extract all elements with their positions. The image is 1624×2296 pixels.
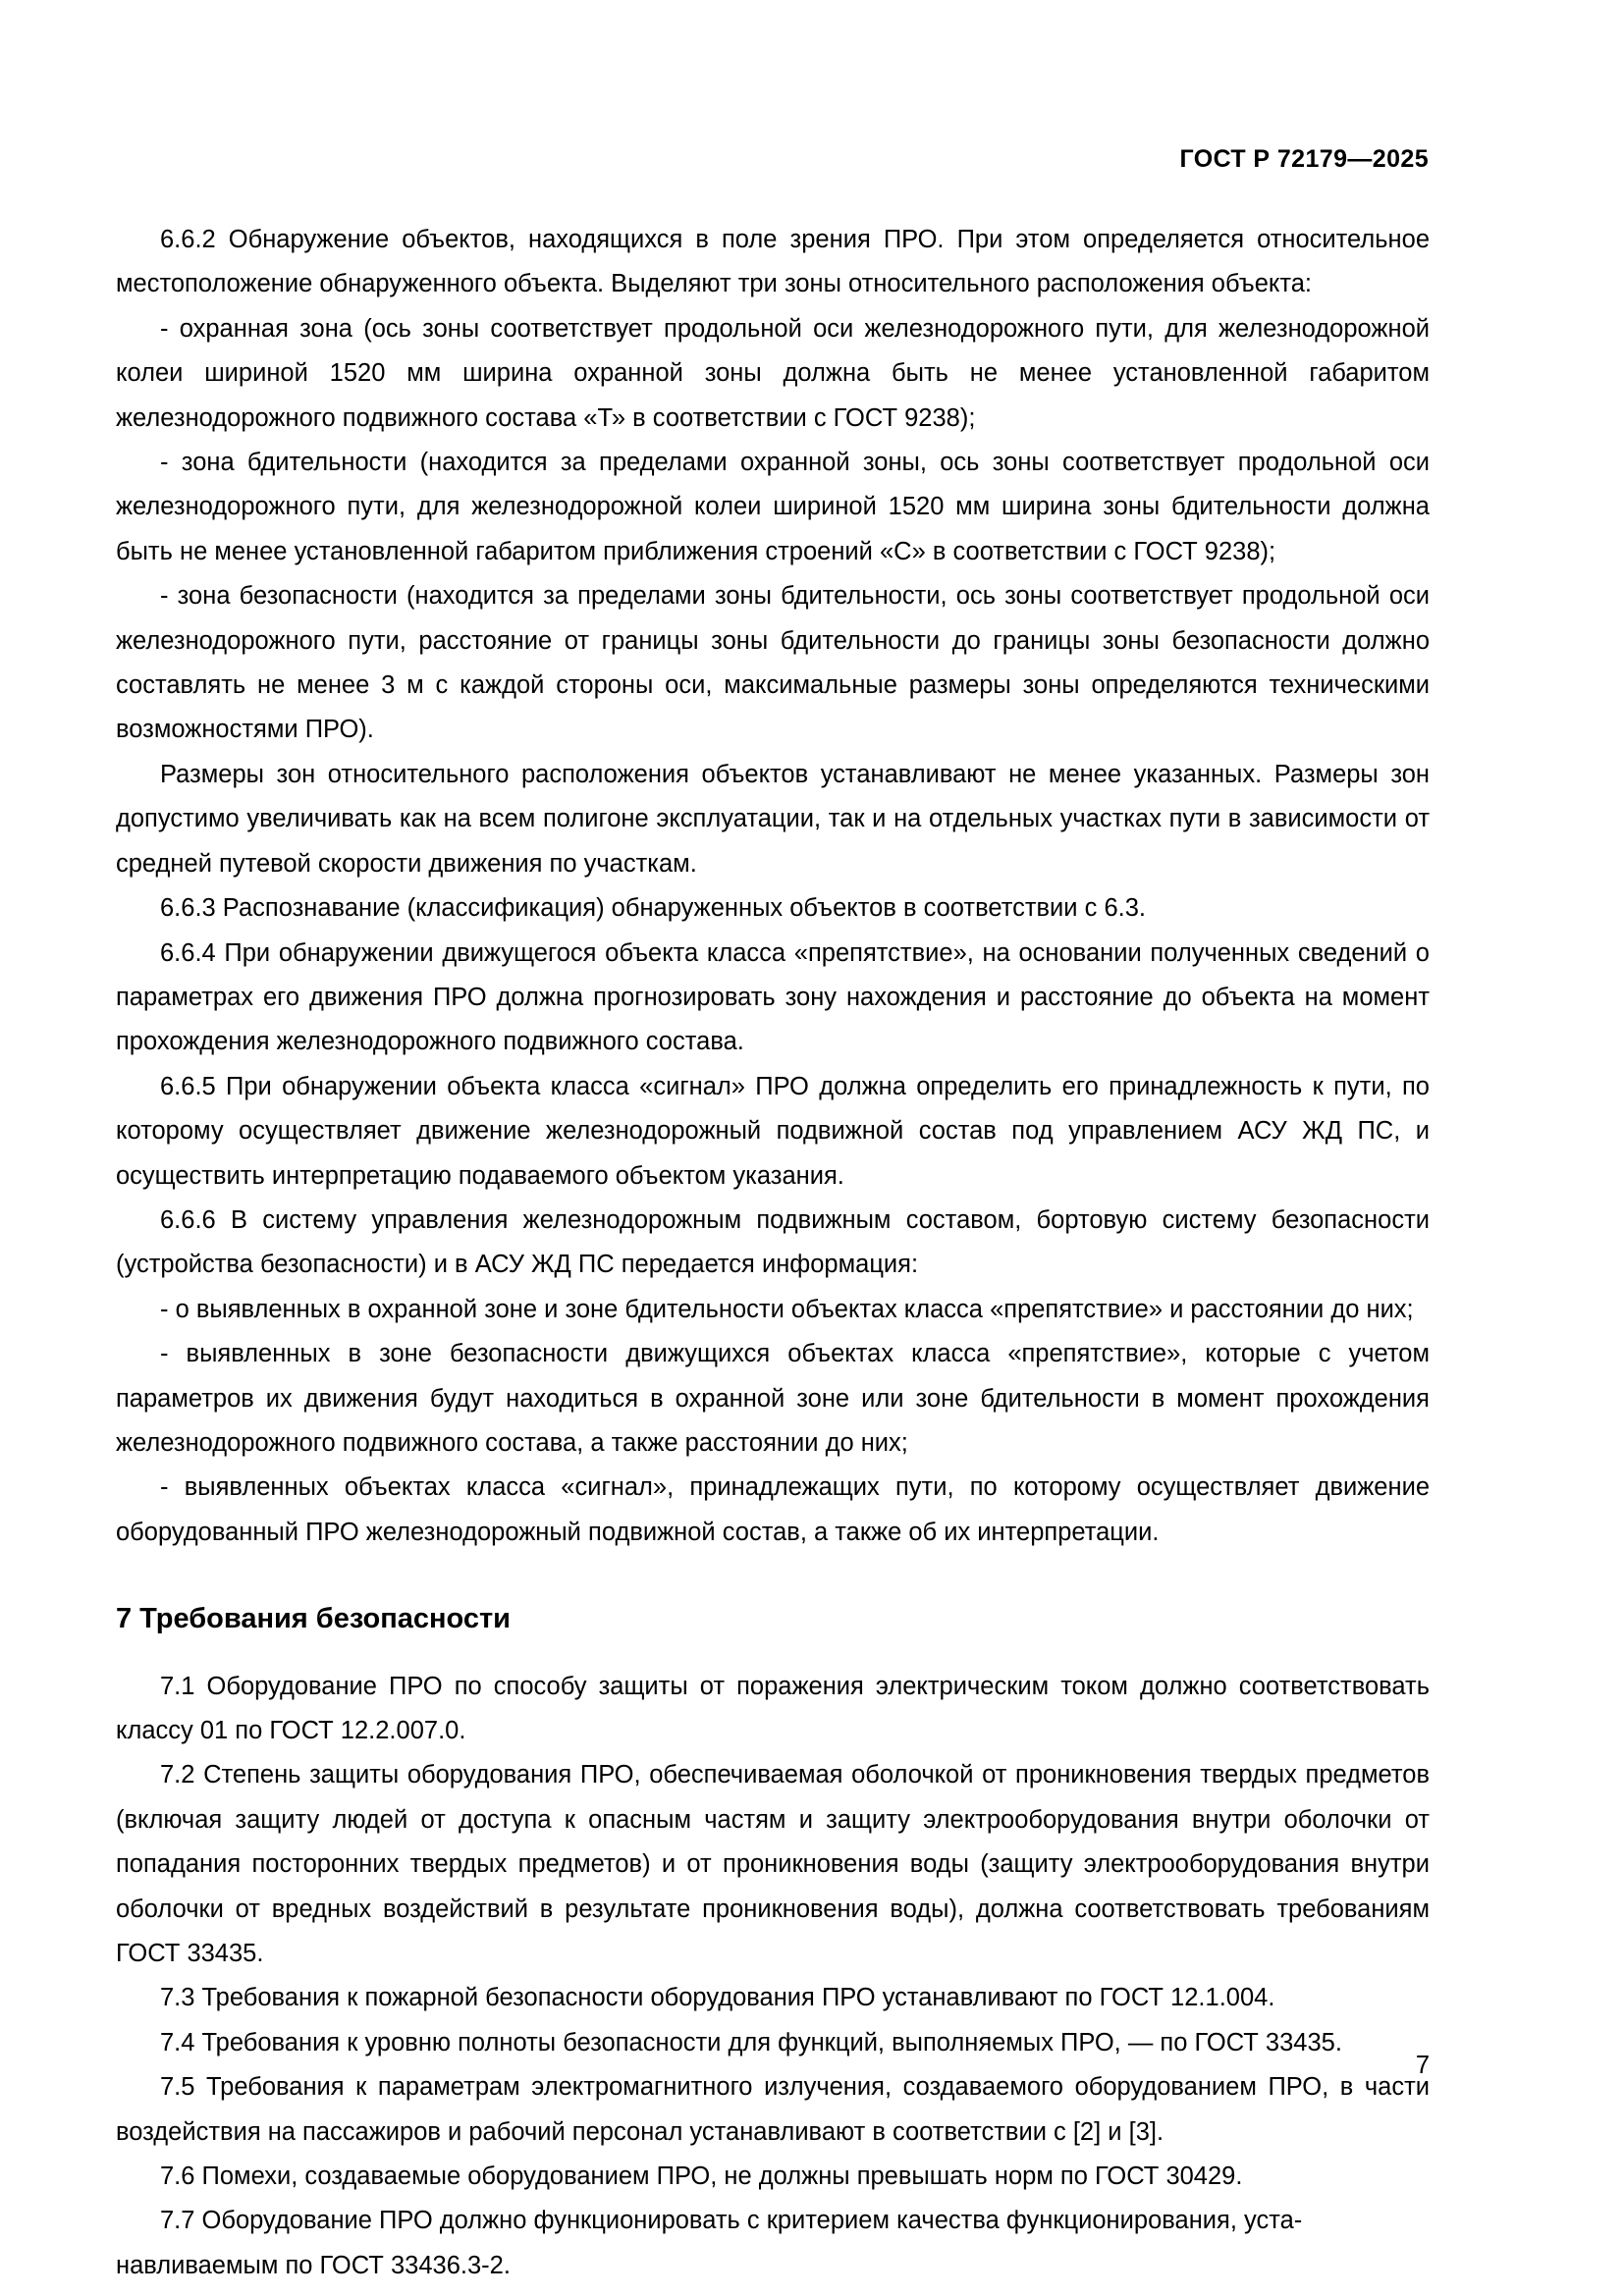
- page-header-standard-number: ГОСТ Р 72179—2025: [1179, 145, 1429, 173]
- paragraph-7-5: 7.5 Требования к параметрам электромагнитного излучения, создаваемого оборудованием ПРО, в части воздействия на пассажиров и рабочий персонал устанавливают в соответствии с [2] и [3].: [116, 2073, 1430, 2146]
- page-body-text: [116, 218, 1430, 2288]
- section-heading-block: [116, 1555, 1430, 1664]
- paragraph-zone-guard: - охранная зона (ось зоны соответствует продольной оси железнодорожного пути, для железнодорожной колеи шириной 1520 мм ширина охранной зоны должна быть не менее установленной габаритом железнодорожного подвижного состава «Т» в соответствии с ГОСТ 9238);: [116, 314, 1430, 432]
- paragraph-7-1: 7.1 Оборудование ПРО по способу защиты от поражения электрическим током должно соответствовать классу 01 по ГОСТ 12.2.007.0.: [116, 1672, 1430, 1744]
- paragraph-zone-safety: - зона безопасности (находится за пределами зоны бдительности, ось зоны соответствует продольной оси железнодорожного пути, расстояние от границы зоны бдительности до границы зоны безопасности должно составлять не менее 3 м с каждой стороны оси, максимальные размеры зоны определяются техническими возможностями ПРО).: [116, 582, 1430, 744]
- paragraph-6-6-3: 6.6.3 Распознавание (классификация) обнаруженных объектов в соответствии с 6.3.: [160, 894, 1147, 923]
- paragraph-7-2: 7.2 Степень защиты оборудования ПРО, обеспечиваемая оболочкой от проникновения твердых предметов (включая защиту людей от доступа к опасным частям и защиту электрооборудования внутри оболочки от попадания посторонних твердых предметов) и от проникновения воды (защиту электрооборудования внутри оболочки от вредных воздействий в результате проникновения воды), должна соответствовать требованиям ГОСТ 33435.: [116, 1761, 1430, 1968]
- paragraph-6-6-2: 6.6.2 Обнаружение объектов, находящихся в поле зрения ПРО. При этом определяется относительное местоположение обнаруженного объекта. Выделяют три зоны относительного расположения объекта:: [116, 226, 1430, 298]
- paragraph-info-item-2: - выявленных в зоне безопасности движущихся объектах класса «препятствие», которые с учетом параметров их движения будут находиться в охранной зоне или зоне бдительности в момент прохождения железнодорожного подвижного состава, а также расстоянии до них;: [116, 1340, 1430, 1457]
- paragraph-info-item-1: - о выявленных в охранной зоне и зоне бдительности объектах класса «препятствие» и расстоянии до них;: [160, 1295, 1414, 1323]
- page-number: 7: [1415, 2052, 1430, 2079]
- paragraph-info-item-3: - выявленных объектах класса «сигнал», принадлежащих пути, по которому осуществляет движение оборудованный ПРО железнодорожный подвижной состав, а также об их интерпретации.: [116, 1473, 1430, 1546]
- paragraph-7-6: 7.6 Помехи, создаваемые оборудованием ПРО, не должны превышать норм по ГОСТ 30429.: [160, 2163, 1243, 2191]
- paragraph-6-6-4: 6.6.4 При обнаружении движущегося объекта класса «препятствие», на основании полученных сведений о параметрах его движения ПРО должна прогнозировать зону нахождения и расстояние до объекта на момент прохождения железнодорожного подвижного состава.: [116, 938, 1430, 1056]
- paragraph-7-4: 7.4 Требования к уровню полноты безопасности для функций, выполняемых ПРО, — по ГОСТ 33435.: [160, 2028, 1342, 2056]
- paragraph-zone-vigilance: - зона бдительности (находится за пределами охранной зоны, ось зоны соответствует продольной оси железнодорожного пути, для железнодорожной колеи шириной 1520 мм ширина зоны бдительности должна быть не менее установленной габаритом приближения строений «С» в соответствии с ГОСТ 9238);: [116, 449, 1430, 565]
- paragraph-6-6-6: 6.6.6 В систему управления железнодорожным подвижным составом, бортовую систему безопасности (устройства безопасности) и в АСУ ЖД ПС передается информация:: [116, 1205, 1430, 1279]
- paragraph-6-6-5: 6.6.5 При обнаружении объекта класса «сигнал» ПРО должна определить его принадлежность к пути, по которому осуществляет движение железнодорожный подвижной состав под управлением АСУ ЖД ПС, и осуществить интерпретацию подаваемого объектом указания.: [116, 1072, 1430, 1190]
- paragraph-7-7: 7.7 Оборудование ПРО должно функционировать с критерием качества функционирования, устанавливаемым по ГОСТ 33436.3-2.: [116, 2207, 1303, 2279]
- paragraph-zone-sizes: Размеры зон относительного расположения объектов устанавливают не менее указанных. Размеры зон допустимо увеличивать как на всем полигоне эксплуатации, так и на отдельных участках пути в зависимости от средней путевой скорости движения по участкам.: [116, 760, 1430, 878]
- paragraph-7-3: 7.3 Требования к пожарной безопасности оборудования ПРО устанавливают по ГОСТ 12.1.004.: [160, 1984, 1275, 2012]
- section-7-heading: 7 Требования безопасности: [116, 1603, 512, 1635]
